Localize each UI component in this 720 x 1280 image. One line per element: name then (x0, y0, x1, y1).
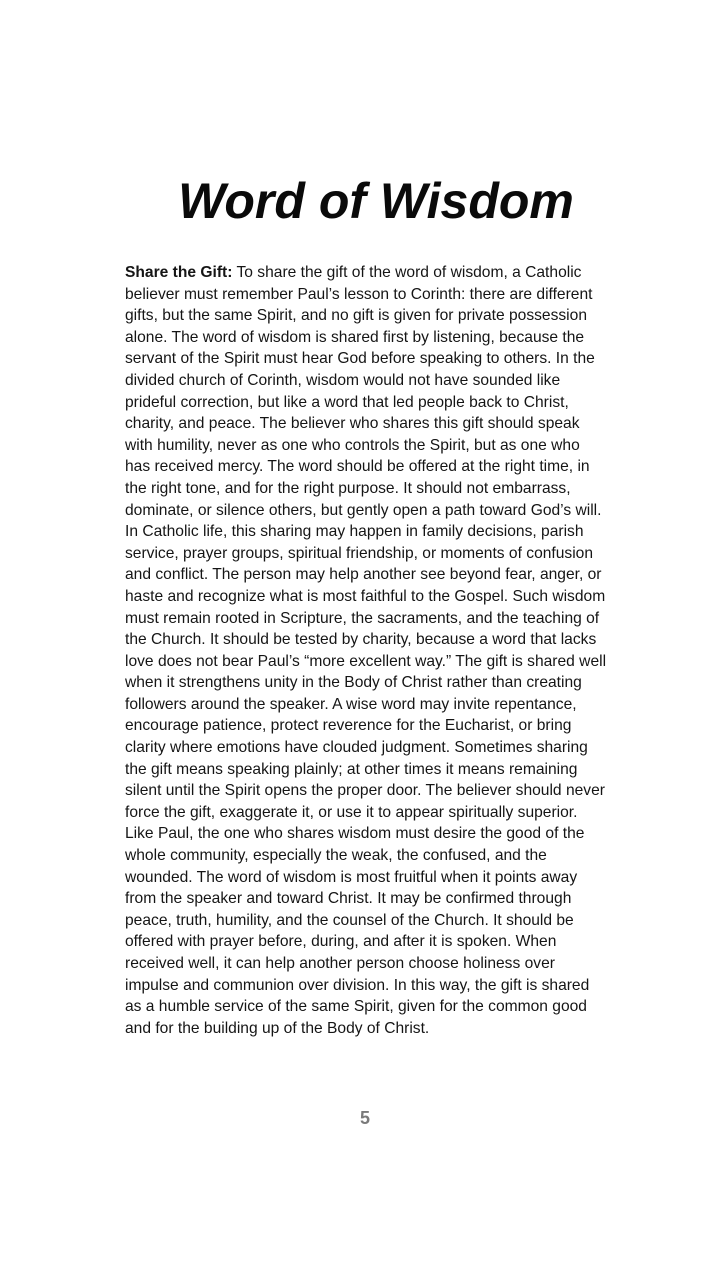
body-paragraph (125, 262, 607, 1039)
page-number: 5 (359, 1108, 370, 1128)
section-text: To share the gift of the word of wisdom, a Catholic believer must remember Paul’s lesson to Corinth: there are different gifts, but the same Spirit, and no gift is given for private possession alone. The word of wisdom is shared first by listening, because the servant of the Spirit must hear God before speaking to others. In the divided church of Corinth, wisdom would not have sounded like prideful correction, but like a word that led people back to Christ, charity, and peace. The believer who shares this gift should speak with humility, never as one who controls the Spirit, but as one who has received mercy. The word should be offered at the right time, in the right tone, and for the right purpose. It should not embarrass, dominate, or silence others, but gently open a path toward God’s will. In Catholic life, this sharing may happen in family decisions, parish service, prayer groups, spiritual friendship, or moments of confusion and conflict. The person may help another see beyond fear, anger, or haste and recognize what is most faithful to the Gospel. Such wisdom must remain rooted in Scripture, the sacraments, and the teaching of the Church. It should be tested by charity, because a word that lacks love does not bear Paul’s “more excellent way.” The gift is shared well when it strengthens unity in the Body of Christ rather than creating followers around the speaker. A wise word may invite repentance, encourage patience, protect reverence for the Eucharist, or bring clarity where emotions have clouded judgment. Sometimes sharing the gift means speaking plainly; at other times it means remaining silent until the Spirit opens the proper door. The believer should never force the gift, exaggerate it, or use it to appear spiritually superior. Like Paul, the one who shares wisdom must desire the good of the whole community, especially the weak, the confused, and the wounded. The word of wisdom is most fruitful when it points away from the speaker and toward Christ. It may be confirmed through peace, truth, humility, and the counsel of the Church. It should be offered with prayer before, during, and after it is spoken. When received well, it can help another person choose holiness over impulse and communion over division. In this way, the gift is shared as a humble service of the same Spirit, given for the common good and for the building up of the Body of Christ. (125, 264, 607, 1037)
section-lead: Share the Gift: (125, 264, 233, 281)
page-title: Word of Wisdom (178, 173, 574, 229)
